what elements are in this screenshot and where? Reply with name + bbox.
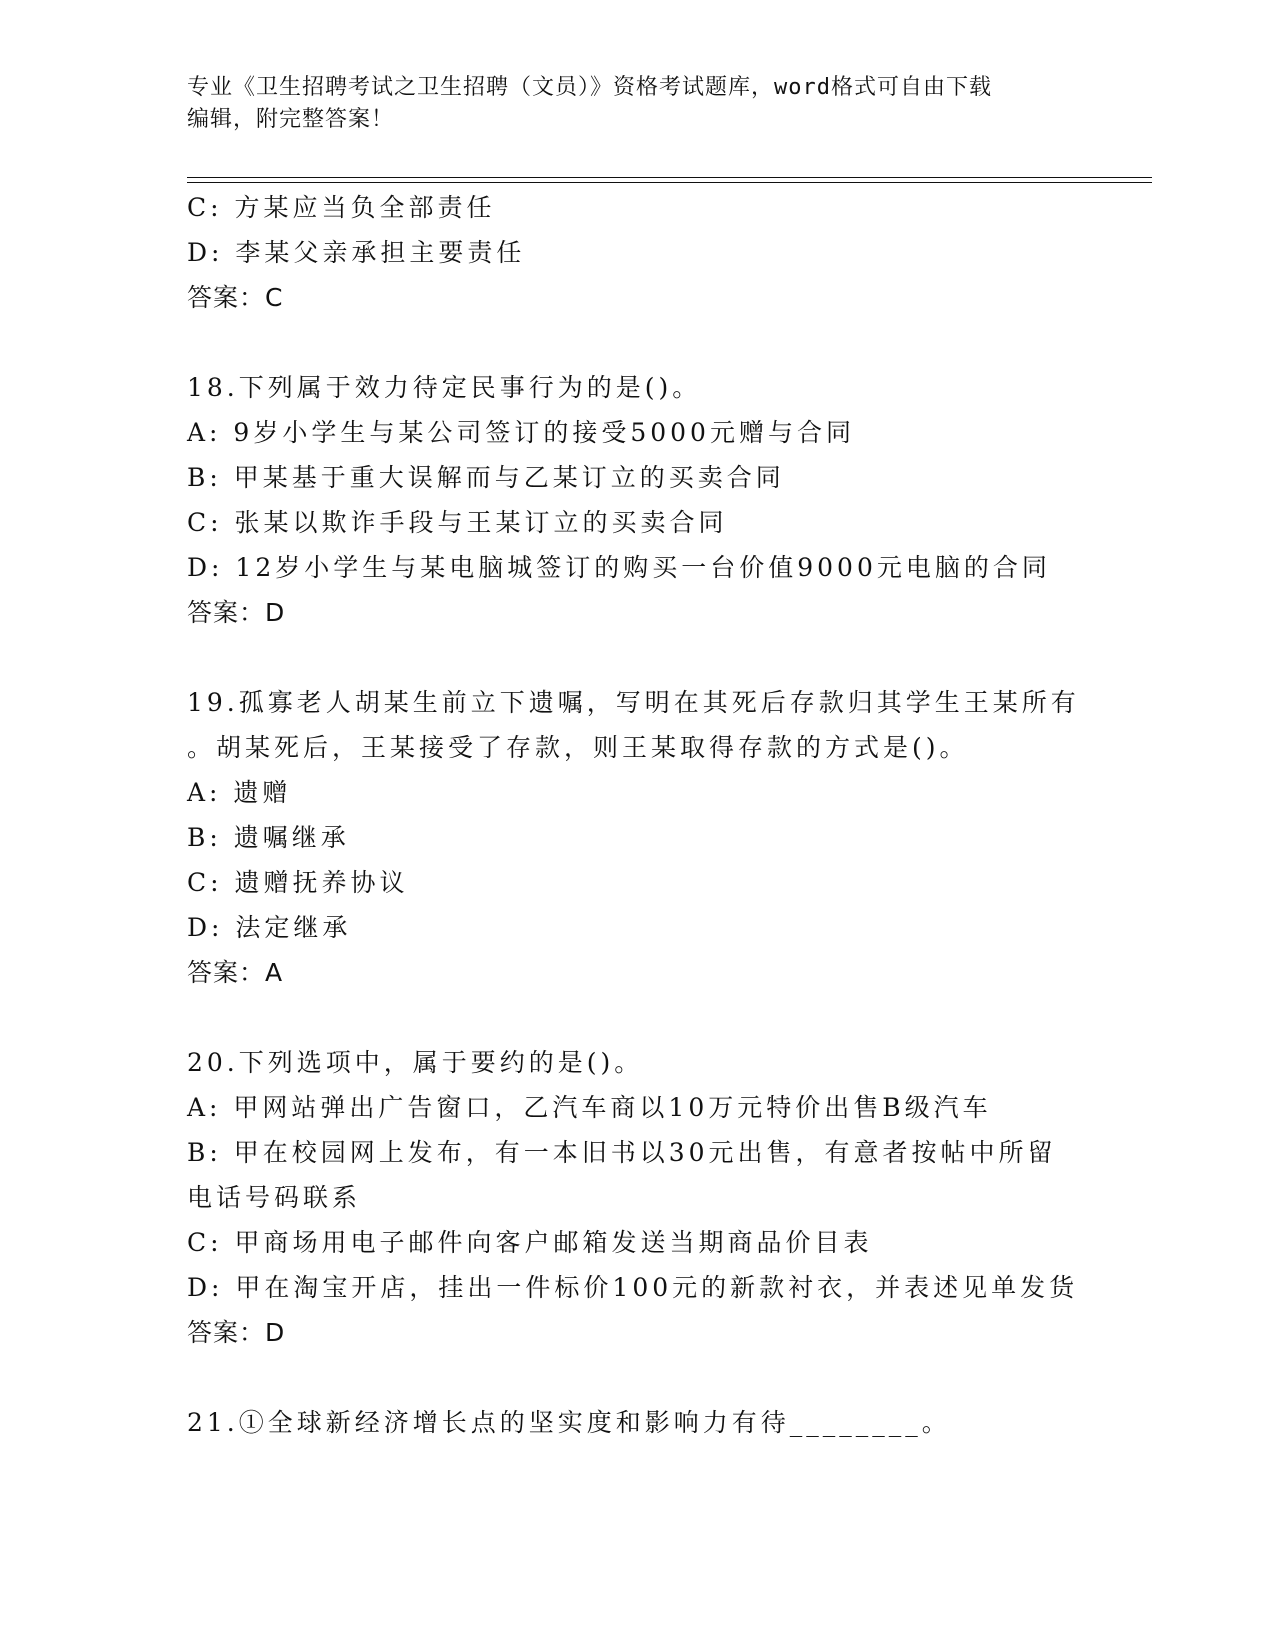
q19-option-c: C: 遗赠抚养协议 (187, 868, 409, 897)
q20-answer: 答案：D (187, 1318, 286, 1347)
prev-option-d: D: 李某父亲承担主要责任 (187, 238, 526, 267)
q18-option-b: B: 甲某基于重大误解而与乙某订立的买卖合同 (187, 463, 785, 492)
q20-option-b-line-1: B: 甲在校园网上发布，有一本旧书以30元出售，有意者按帖中所留 (187, 1138, 1057, 1167)
prev-option-c: C: 方某应当负全部责任 (187, 193, 496, 222)
q19-answer: 答案：A (187, 958, 284, 987)
page-header (187, 72, 1067, 136)
prev-answer: 答案：C (187, 283, 284, 312)
q19-option-b: B: 遗嘱继承 (187, 823, 350, 852)
q19-stem-line-2: 。胡某死后，王某接受了存款，则王某取得存款的方式是()。 (187, 733, 969, 762)
header-rule-top (187, 177, 1152, 178)
q21-stem: 21.①全球新经济增长点的坚实度和影响力有待________。 (187, 1408, 951, 1437)
q20-stem: 20.下列选项中，属于要约的是()。 (187, 1048, 644, 1077)
header-line-2: 编辑，附完整答案！ (187, 107, 395, 132)
q19-option-d: D: 法定继承 (187, 913, 352, 942)
q20-option-b-line-2: 电话号码联系 (187, 1183, 362, 1212)
q19-option-a: A: 遗赠 (187, 778, 292, 807)
q18-option-a: A: 9岁小学生与某公司签订的接受5000元赠与合同 (187, 418, 855, 447)
q19-stem-line-1: 19.孤寡老人胡某生前立下遗嘱，写明在其死后存款归其学生王某所有 (187, 688, 1080, 717)
q18-stem: 18.下列属于效力待定民事行为的是()。 (187, 373, 702, 402)
q20-option-c: C: 甲商场用电子邮件向客户邮箱发送当期商品价目表 (187, 1228, 873, 1257)
q20-option-d: D: 甲在淘宝开店，挂出一件标价100元的新款衬衣，并表述见单发货 (187, 1273, 1079, 1302)
q20-option-a: A: 甲网站弹出广告窗口，乙汽车商以10万元特价出售B级汽车 (187, 1093, 992, 1122)
q18-option-c: C: 张某以欺诈手段与王某订立的买卖合同 (187, 508, 728, 537)
q18-answer: 答案：D (187, 598, 286, 627)
header-rule-bottom (187, 182, 1152, 183)
header-line-1: 专业《卫生招聘考试之卫生招聘（文员）》资格考试题库，word格式可自由下载 (187, 75, 992, 100)
q18-option-d: D: 12岁小学生与某电脑城签订的购买一台价值9000元电脑的合同 (187, 553, 1051, 582)
